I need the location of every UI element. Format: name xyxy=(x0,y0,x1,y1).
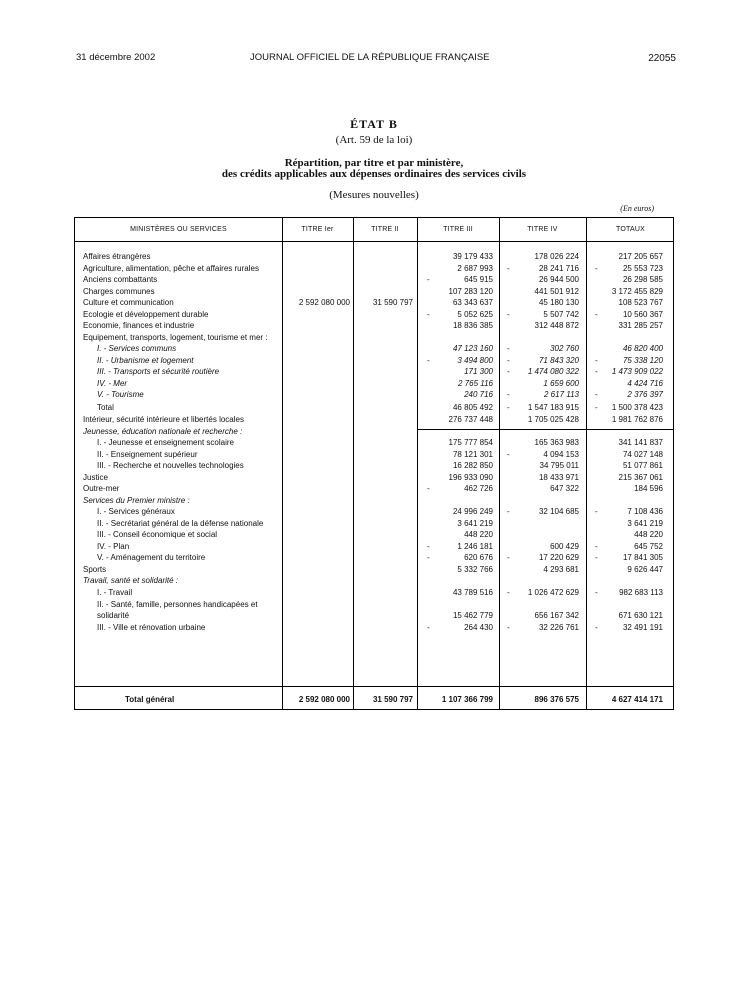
row-label: I. - Travail xyxy=(97,588,133,597)
cell-titre4: 4 094 153 xyxy=(543,449,579,459)
cell-titre3: 2 687 993 xyxy=(457,263,493,273)
cell-titre3: 175 777 854 xyxy=(448,438,493,447)
negative-sign: - xyxy=(595,355,598,365)
row-label: Intérieur, sécurité intérieure et libertés locales xyxy=(83,415,244,424)
cell-titre4: 178 026 224 xyxy=(534,252,579,261)
cell-titre4: 4 293 681 xyxy=(543,564,579,574)
table-row xyxy=(75,309,673,320)
header-titre2: TITRE II xyxy=(371,226,399,233)
cell-titre4: 165 363 983 xyxy=(534,438,579,447)
cell-totaux: 331 285 257 xyxy=(618,321,663,330)
table-row xyxy=(75,332,673,343)
table-row xyxy=(75,541,673,552)
row-label: I. - Services communs xyxy=(97,344,177,353)
row-label: III. - Conseil économique et social xyxy=(97,530,218,539)
negative-sign: - xyxy=(507,507,510,516)
negative-sign: - xyxy=(595,309,598,319)
cell-titre4: 32 226 761 xyxy=(538,622,579,632)
cell-totaux: 215 367 061 xyxy=(618,472,663,482)
negative-sign: - xyxy=(427,553,430,562)
negative-sign: - xyxy=(507,588,510,597)
row-label: Anciens combattants xyxy=(83,275,158,284)
row-label: Culture et communication xyxy=(83,298,174,307)
table-row xyxy=(75,495,673,506)
table-row xyxy=(75,587,673,598)
header-ministeres: MINISTÈRES OU SERVICES xyxy=(130,226,227,233)
row-label: I. - Services généraux xyxy=(97,507,175,516)
cell-totaux: 1 981 762 876 xyxy=(611,415,663,424)
table-row xyxy=(75,610,673,621)
cell-totaux: 3 641 219 xyxy=(627,518,663,528)
cell-titre3: 196 933 090 xyxy=(448,472,493,482)
titre2-value: 31 590 797 xyxy=(372,298,413,307)
row-label: Justice xyxy=(83,472,108,482)
header-titre4: TITRE IV xyxy=(527,226,558,233)
row-label: Affaires étrangères xyxy=(83,252,151,261)
cell-totaux: 217 205 657 xyxy=(618,252,663,261)
cell-titre3: 171 300 xyxy=(464,367,493,376)
negative-sign: - xyxy=(595,263,598,273)
cell-titre3: 5 332 766 xyxy=(457,564,493,574)
table-row xyxy=(75,437,673,448)
credits-table xyxy=(74,217,674,710)
cell-totaux: 448 220 xyxy=(634,530,663,539)
cell-titre4: 32 104 685 xyxy=(538,507,579,516)
cell-titre3: 46 805 492 xyxy=(452,403,493,412)
table-row xyxy=(75,575,673,586)
cell-totaux: 184 596 xyxy=(634,484,663,493)
cell-totaux: 25 553 723 xyxy=(622,263,663,273)
table-row xyxy=(75,449,673,460)
cell-titre4: 656 167 342 xyxy=(534,611,579,620)
cell-titre4: 1 659 600 xyxy=(543,378,579,388)
cell-totaux: 982 683 113 xyxy=(619,588,663,597)
row-label: Equipement, transports, logement, tourisme et mer : xyxy=(83,332,268,342)
mesures-subtitle: (Mesures nouvelles) xyxy=(329,189,419,201)
cell-titre3: 3 641 219 xyxy=(457,518,493,528)
negative-sign: - xyxy=(427,622,430,632)
table-row xyxy=(75,518,673,529)
negative-sign: - xyxy=(595,507,598,516)
cell-titre4: 1 474 080 322 xyxy=(527,367,579,376)
row-label: Economie, finances et industrie xyxy=(83,321,195,330)
row-label: II. - Santé, famille, personnes handicapées et xyxy=(97,599,258,609)
cell-titre3: 462 726 xyxy=(464,484,493,493)
cell-totaux: 51 077 861 xyxy=(622,461,663,470)
cell-titre3: 43 789 516 xyxy=(452,588,493,597)
row-label: Services du Premier ministre : xyxy=(83,495,190,505)
total-rule xyxy=(75,686,673,687)
cell-titre3: 3 494 800 xyxy=(457,355,493,365)
cell-titre4: 600 429 xyxy=(550,541,579,551)
cell-titre4: 28 241 716 xyxy=(538,263,579,273)
row-label: Sports xyxy=(83,564,107,574)
table-row xyxy=(75,320,673,331)
table-row xyxy=(75,622,673,633)
cell-titre4: 17 220 629 xyxy=(538,553,579,562)
row-label: II. - Urbanisme et logement xyxy=(97,355,194,365)
header-totaux: TOTAUX xyxy=(616,226,645,233)
table-row xyxy=(75,506,673,517)
cell-totaux: 7 108 436 xyxy=(627,507,663,516)
table-row xyxy=(75,389,673,400)
row-label: III. - Ville et rénovation urbaine xyxy=(97,622,206,632)
header-journal-title: JOURNAL OFFICIEL DE LA RÉPUBLIQUE FRANÇAISE xyxy=(250,52,490,63)
row-label: Ecologie et développement durable xyxy=(83,309,209,319)
cell-titre4: 34 795 011 xyxy=(539,461,579,470)
total-totaux: 4 627 414 171 xyxy=(611,695,663,704)
row-label: solidarité xyxy=(97,611,130,620)
cell-titre3: 448 220 xyxy=(464,530,493,539)
cell-totaux: 17 841 305 xyxy=(622,553,663,562)
row-label: I. - Jeunesse et enseignement scolaire xyxy=(97,438,234,447)
table-row xyxy=(75,426,673,437)
negative-sign: - xyxy=(507,263,510,273)
header-rule xyxy=(75,241,673,242)
row-label: IV. - Mer xyxy=(97,378,128,388)
header-date: 31 décembre 2002 xyxy=(76,52,156,63)
negative-sign: - xyxy=(507,449,510,459)
negative-sign: - xyxy=(507,309,510,319)
negative-sign: - xyxy=(427,355,430,365)
negative-sign: - xyxy=(507,622,510,632)
negative-sign: - xyxy=(595,367,598,376)
header-titre1: TITRE Ier xyxy=(301,226,334,233)
row-label: Travail, santé et solidarité : xyxy=(83,576,179,585)
cell-totaux: 645 752 xyxy=(634,541,663,551)
cell-titre3: 5 052 625 xyxy=(457,309,493,319)
row-label: Outre-mer xyxy=(83,484,120,493)
cell-titre3: 1 246 181 xyxy=(457,541,493,551)
table-row xyxy=(75,355,673,366)
table-row xyxy=(75,297,673,308)
repartition-title-line1: Répartition, par titre et par ministère, xyxy=(284,157,464,169)
cell-totaux: 32 491 191 xyxy=(622,622,663,632)
cell-titre3: 47 123 160 xyxy=(452,344,493,353)
negative-sign: - xyxy=(507,553,510,562)
row-label: IV. - Plan xyxy=(97,541,130,551)
etat-title: ÉTAT B xyxy=(350,117,398,131)
cell-titre3: 645 915 xyxy=(464,275,493,284)
row-label: V. - Aménagement du territoire xyxy=(97,553,206,562)
negative-sign: - xyxy=(595,541,598,551)
negative-sign: - xyxy=(507,355,510,365)
cell-titre4: 45 180 130 xyxy=(538,298,579,307)
cell-titre4: 1 026 472 629 xyxy=(527,588,579,597)
unit-label: (En euros) xyxy=(620,204,654,213)
row-label: III. - Recherche et nouvelles technologies xyxy=(97,461,244,470)
table-row xyxy=(75,286,673,297)
cell-titre4: 1 705 025 428 xyxy=(527,415,579,424)
cell-titre4: 441 501 912 xyxy=(534,286,579,296)
negative-sign: - xyxy=(427,541,430,551)
negative-sign: - xyxy=(507,367,510,376)
cell-titre4: 302 760 xyxy=(550,344,579,353)
table-row xyxy=(75,529,673,540)
cell-titre4: 18 433 971 xyxy=(538,472,579,482)
row-label: III. - Transports et sécurité routière xyxy=(97,367,220,376)
table-row xyxy=(75,402,673,413)
total-titre1: 2 592 080 000 xyxy=(298,695,350,704)
cell-totaux: 108 523 767 xyxy=(618,298,663,307)
row-label: Total xyxy=(97,403,114,412)
cell-titre4: 2 617 113 xyxy=(544,390,579,399)
negative-sign: - xyxy=(595,553,598,562)
negative-sign: - xyxy=(427,275,430,284)
negative-sign: - xyxy=(595,390,598,399)
header-titre3: TITRE III xyxy=(443,226,473,233)
table-row xyxy=(75,263,673,274)
cell-totaux: 75 338 120 xyxy=(622,355,663,365)
negative-sign: - xyxy=(427,309,430,319)
header-page-number: 22055 xyxy=(648,53,676,64)
cell-totaux: 26 298 585 xyxy=(622,275,663,284)
row-label: Jeunesse, éducation nationale et recherche : xyxy=(83,426,243,436)
cell-titre3: 24 996 249 xyxy=(452,507,493,516)
row-label: II. - Secrétariat général de la défense nationale xyxy=(97,518,264,528)
row-label: Agriculture, alimentation, pêche et affaires rurales xyxy=(83,263,259,273)
total-titre2: 31 590 797 xyxy=(372,695,413,704)
row-label: Charges communes xyxy=(83,286,155,296)
cell-totaux: 10 560 367 xyxy=(622,309,663,319)
negative-sign: - xyxy=(427,484,430,493)
cell-totaux: 2 376 397 xyxy=(627,390,663,399)
table-row xyxy=(75,472,673,483)
cell-titre3: 240 716 xyxy=(464,390,493,399)
table-row xyxy=(75,564,673,575)
cell-titre4: 1 547 183 915 xyxy=(527,403,579,412)
cell-titre3: 276 737 448 xyxy=(448,415,493,424)
negative-sign: - xyxy=(507,403,510,412)
cell-totaux: 341 141 837 xyxy=(618,438,663,447)
total-general-label: Total général xyxy=(125,695,175,704)
cell-titre3: 18 836 385 xyxy=(452,321,493,330)
cell-titre3: 15 462 779 xyxy=(452,611,493,620)
table-row xyxy=(75,599,673,610)
cell-titre3: 620 676 xyxy=(464,553,493,562)
titre1-value: 2 592 080 000 xyxy=(298,298,350,307)
cell-totaux: 3 172 455 829 xyxy=(611,286,663,296)
cell-titre3: 107 283 120 xyxy=(448,286,493,296)
cell-titre3: 16 282 850 xyxy=(452,461,493,470)
cell-titre4: 71 843 320 xyxy=(538,355,579,365)
cell-totaux: 74 027 148 xyxy=(622,449,663,459)
table-row xyxy=(75,414,673,425)
cell-titre3: 63 343 637 xyxy=(452,298,493,307)
table-row xyxy=(75,274,673,285)
cell-titre3: 78 121 301 xyxy=(452,449,493,459)
cell-totaux: 9 626 447 xyxy=(627,564,663,574)
cell-totaux: 671 630 121 xyxy=(618,611,663,620)
repartition-title-line2: des crédits applicables aux dépenses ordinaires des services civils xyxy=(221,168,527,180)
total-titre4: 896 376 575 xyxy=(534,695,579,704)
table-row xyxy=(75,552,673,563)
negative-sign: - xyxy=(595,403,598,412)
negative-sign: - xyxy=(595,588,598,597)
table-row xyxy=(75,251,673,262)
cell-totaux: 4 424 716 xyxy=(627,378,663,388)
total-general-row xyxy=(75,694,673,705)
cell-titre3: 39 179 433 xyxy=(452,252,493,261)
article-reference: (Art. 59 de la loi) xyxy=(335,134,413,146)
cell-titre3: 264 430 xyxy=(464,622,493,632)
cell-titre3: 2 765 116 xyxy=(458,378,493,388)
negative-sign: - xyxy=(507,344,510,353)
table-row xyxy=(75,378,673,389)
cell-totaux: 46 820 400 xyxy=(622,344,663,353)
cell-titre4: 312 448 872 xyxy=(534,321,579,330)
cell-titre4: 647 322 xyxy=(550,484,579,493)
table-row xyxy=(75,460,673,471)
cell-titre4: 5 507 742 xyxy=(543,309,579,319)
cell-titre4: 26 944 500 xyxy=(538,275,579,284)
table-row xyxy=(75,366,673,377)
negative-sign: - xyxy=(507,390,510,399)
negative-sign: - xyxy=(595,622,598,632)
table-row xyxy=(75,483,673,494)
cell-totaux: 1 500 378 423 xyxy=(611,403,663,412)
cell-totaux: 1 473 909 022 xyxy=(611,367,663,376)
total-titre3: 1 107 366 799 xyxy=(441,695,493,704)
row-label: V. - Tourisme xyxy=(97,390,144,399)
row-label: II. - Enseignement supérieur xyxy=(97,449,198,459)
table-row xyxy=(75,343,673,354)
